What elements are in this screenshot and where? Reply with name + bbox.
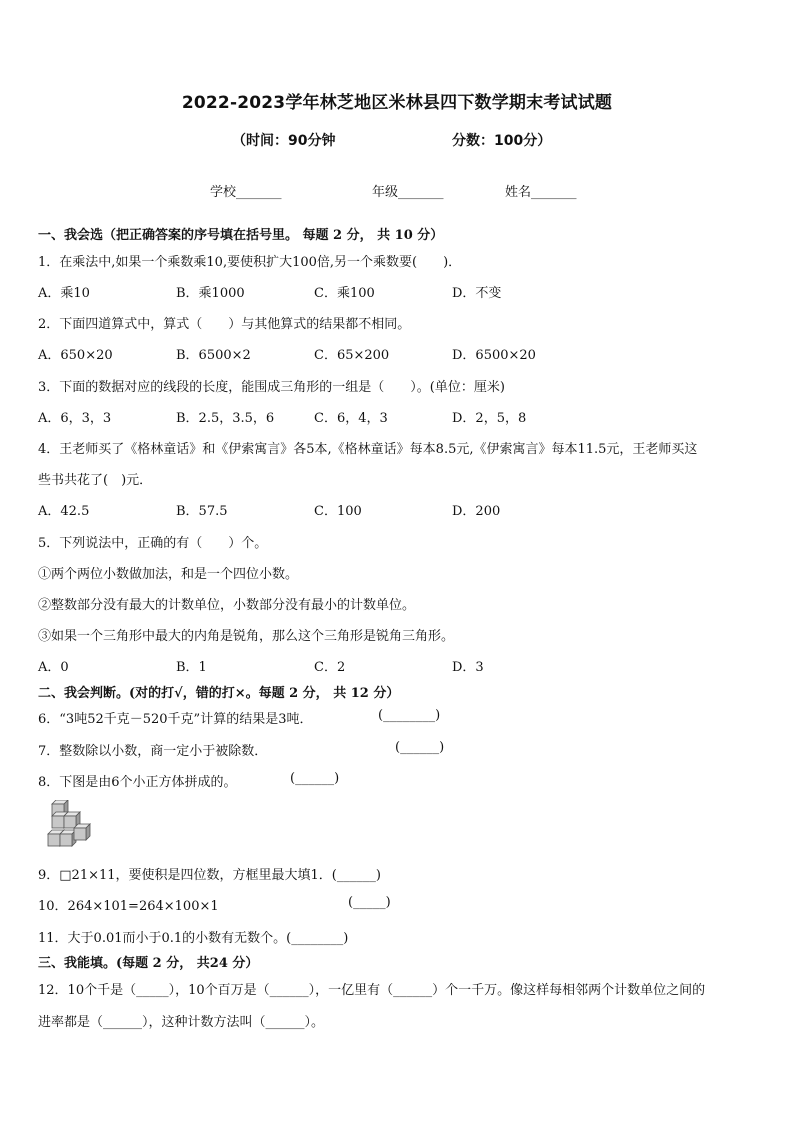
section3-heading: 三、我能填。(每题 2 分， 共24 分） [38, 956, 259, 971]
q4-option-b[interactable]: B．57.5 [176, 504, 228, 519]
q1-option-a[interactable]: A．乘10 [38, 286, 90, 301]
cube-5 [60, 830, 76, 846]
grade-field[interactable]: 年级_______ [372, 185, 444, 200]
q5-statement-1: ①两个两位小数做加法，和是一个四位小数。 [38, 567, 299, 582]
q3-option-b[interactable]: B．2.5，3.5，6 [176, 411, 275, 426]
q7-answer-blank[interactable]: (______) [395, 740, 445, 755]
section2-heading: 二、我会判断。(对的打√，错的打×。每题 2 分， 共 12 分） [38, 686, 400, 701]
cube-6 [74, 824, 90, 840]
q5-option-d[interactable]: D．3 [452, 660, 484, 675]
q8-answer-blank[interactable]: (______) [290, 771, 340, 786]
q1-stem: 1．在乘法中,如果一个乘数乘10,要使积扩大100倍,另一个乘数要( )． [38, 255, 462, 270]
q2-option-a[interactable]: A．650×20 [38, 348, 113, 363]
q5-statement-2: ②整数部分没有最大的计数单位，小数部分没有最小的计数单位。 [38, 598, 416, 613]
cube-stack-figure [44, 800, 104, 852]
school-field[interactable]: 学校_______ [210, 185, 282, 200]
q2-option-c[interactable]: C．65×200 [314, 348, 390, 363]
q4-option-d[interactable]: D．200 [452, 504, 501, 519]
q3-option-c[interactable]: C．6，4，3 [314, 411, 388, 426]
q3-option-a[interactable]: A．6，3，3 [38, 411, 112, 426]
q4-stem-line2: 些书共花了( )元． [38, 473, 153, 488]
q4-stem-line1: 4．王老师买了《格林童话》和《伊索寓言》各5本,《格林童话》每本8.5元,《伊索寓言》每本11.5元，王老师买这 [38, 442, 698, 457]
section1-heading: 一、我会选（把正确答案的序号填在括号里。 每题 2 分， 共 10 分） [38, 228, 444, 243]
exam-time: （时间：90分钟 [232, 133, 336, 149]
q4-option-c[interactable]: C．100 [314, 504, 362, 519]
q3-stem: 3．下面的数据对应的线段的长度，能围成三角形的一组是（ ）。(单位：厘米) [38, 380, 505, 395]
name-field[interactable]: 姓名_______ [505, 185, 577, 200]
exam-score: 分数：100分） [452, 133, 552, 149]
q5-stem: 5．下列说法中，正确的有（ ）个。 [38, 536, 268, 551]
q10-answer-blank[interactable]: (_____) [348, 895, 391, 910]
q4-option-a[interactable]: A．42.5 [38, 504, 90, 519]
q5-statement-3: ③如果一个三角形中最大的内角是锐角，那么这个三角形是锐角三角形。 [38, 629, 455, 644]
q8-stem: 8．下图是由6个小正方体拼成的。 [38, 775, 237, 790]
q1-option-b[interactable]: B．乘1000 [176, 286, 245, 301]
q2-stem: 2．下面四道算式中，算式（ ）与其他算式的结果都不相同。 [38, 317, 411, 332]
q5-option-b[interactable]: B．1 [176, 660, 207, 675]
q11-stem: 11．大于0.01而小于0.1的小数有无数个。(________) [38, 931, 349, 946]
q12-line2: 进率都是（______），这种计数方法叫（______）。 [38, 1015, 325, 1030]
q2-option-b[interactable]: B．6500×2 [176, 348, 251, 363]
q3-option-d[interactable]: D．2，5，8 [452, 411, 527, 426]
q5-option-a[interactable]: A．0 [38, 660, 69, 675]
q6-stem: 6．“3吨52千克－520千克”计算的结果是3吨． [38, 712, 313, 727]
q7-stem: 7．整数除以小数，商一定小于被除数． [38, 744, 268, 759]
q9-stem: 9．□21×11，要使积是四位数，方框里最大填1．(______) [38, 868, 381, 883]
q5-option-c[interactable]: C．2 [314, 660, 346, 675]
q1-option-c[interactable]: C．乘100 [314, 286, 375, 301]
q10-stem: 10．264×101=264×100×1 [38, 899, 219, 914]
q1-option-d[interactable]: D．不变 [452, 286, 502, 301]
q6-answer-blank[interactable]: (________) [378, 708, 441, 723]
q2-option-d[interactable]: D．6500×20 [452, 348, 536, 363]
q12-line1: 12．10个千是（_____），10个百万是（______），一亿里有（______）个一千万。像这样每相邻两个计数单位之间的 [38, 983, 706, 998]
page-title: 2022-2023学年林芝地区米林县四下数学期末考试试题 [181, 93, 613, 113]
